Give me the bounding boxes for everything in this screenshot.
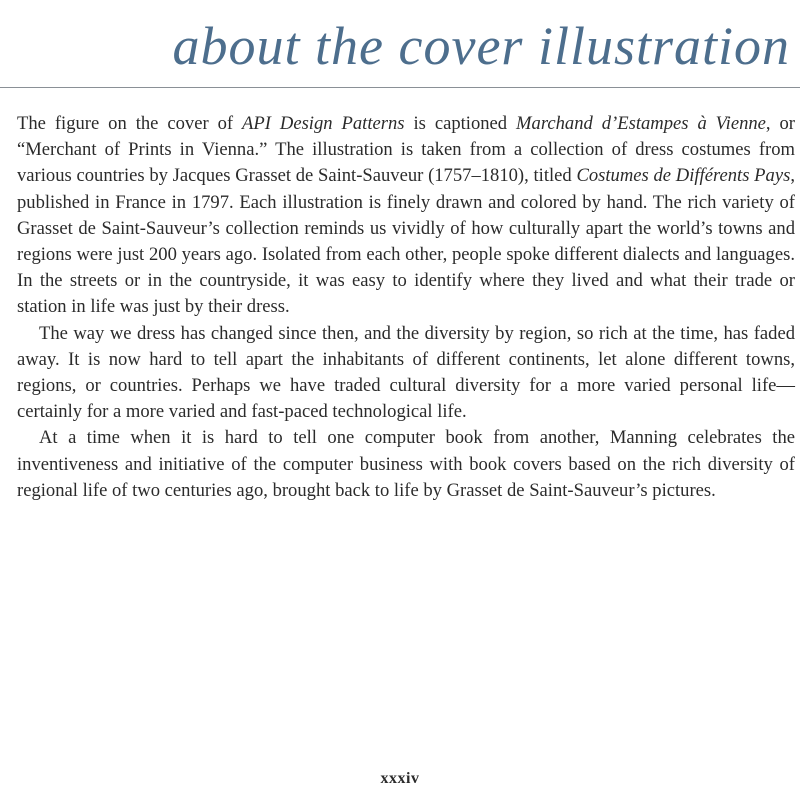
page-title: about the cover illustration xyxy=(172,16,790,76)
illustration-caption: Marchand d’Estampes à Vienne xyxy=(516,113,766,134)
page-number: xxxiv xyxy=(380,770,420,787)
text-span: is captioned xyxy=(404,113,517,134)
body-text xyxy=(17,111,795,504)
collection-title: Costumes de Différents Pays xyxy=(576,165,791,187)
text-span: , published in France in 1797. Each illustration is finely drawn and colored by hand. The rich variety of Grasset de Saint-Sauveur’s collection reminds us vividly of how culturally apart the world’s towns and regions were just 200 years ago. Isolated from each other, people spoke different dialects and languages. In the streets or in the countryside, it was easy to identify where they lived and what their trade or station in life was just by their dress. xyxy=(17,165,795,318)
text-span: At a time when it is hard to tell one computer book from another, Manning celebrates the inventiveness and initiative of the computer business with book covers based on the rich diversity of regional life of two centuries ago, brought back to life by Grasset de Saint-Sauveur’s pictures. xyxy=(17,427,795,501)
paragraph xyxy=(17,111,795,321)
paragraph xyxy=(17,425,795,504)
text-span: The way we dress has changed since then, and the diversity by region, so rich at the time, has faded away. It is now hard to tell apart the inhabitants of different continents, let alone different towns, regions, or countries. Perhaps we have traded cultural diversity for a more varied personal life—certainly for a more varied and fast-paced technological life. xyxy=(17,322,795,423)
book-title: API Design Patterns xyxy=(242,113,405,134)
text-span: , or “Merchant of Prints in Vienna.” The illustration is taken from a collection of dress costumes from various countries by Jacques Grasset de Saint-Sauveur (1757–1810), titled xyxy=(17,113,795,187)
text-span: The figure on the cover of xyxy=(17,113,243,134)
paragraph xyxy=(17,321,795,426)
title-divider xyxy=(0,87,800,88)
